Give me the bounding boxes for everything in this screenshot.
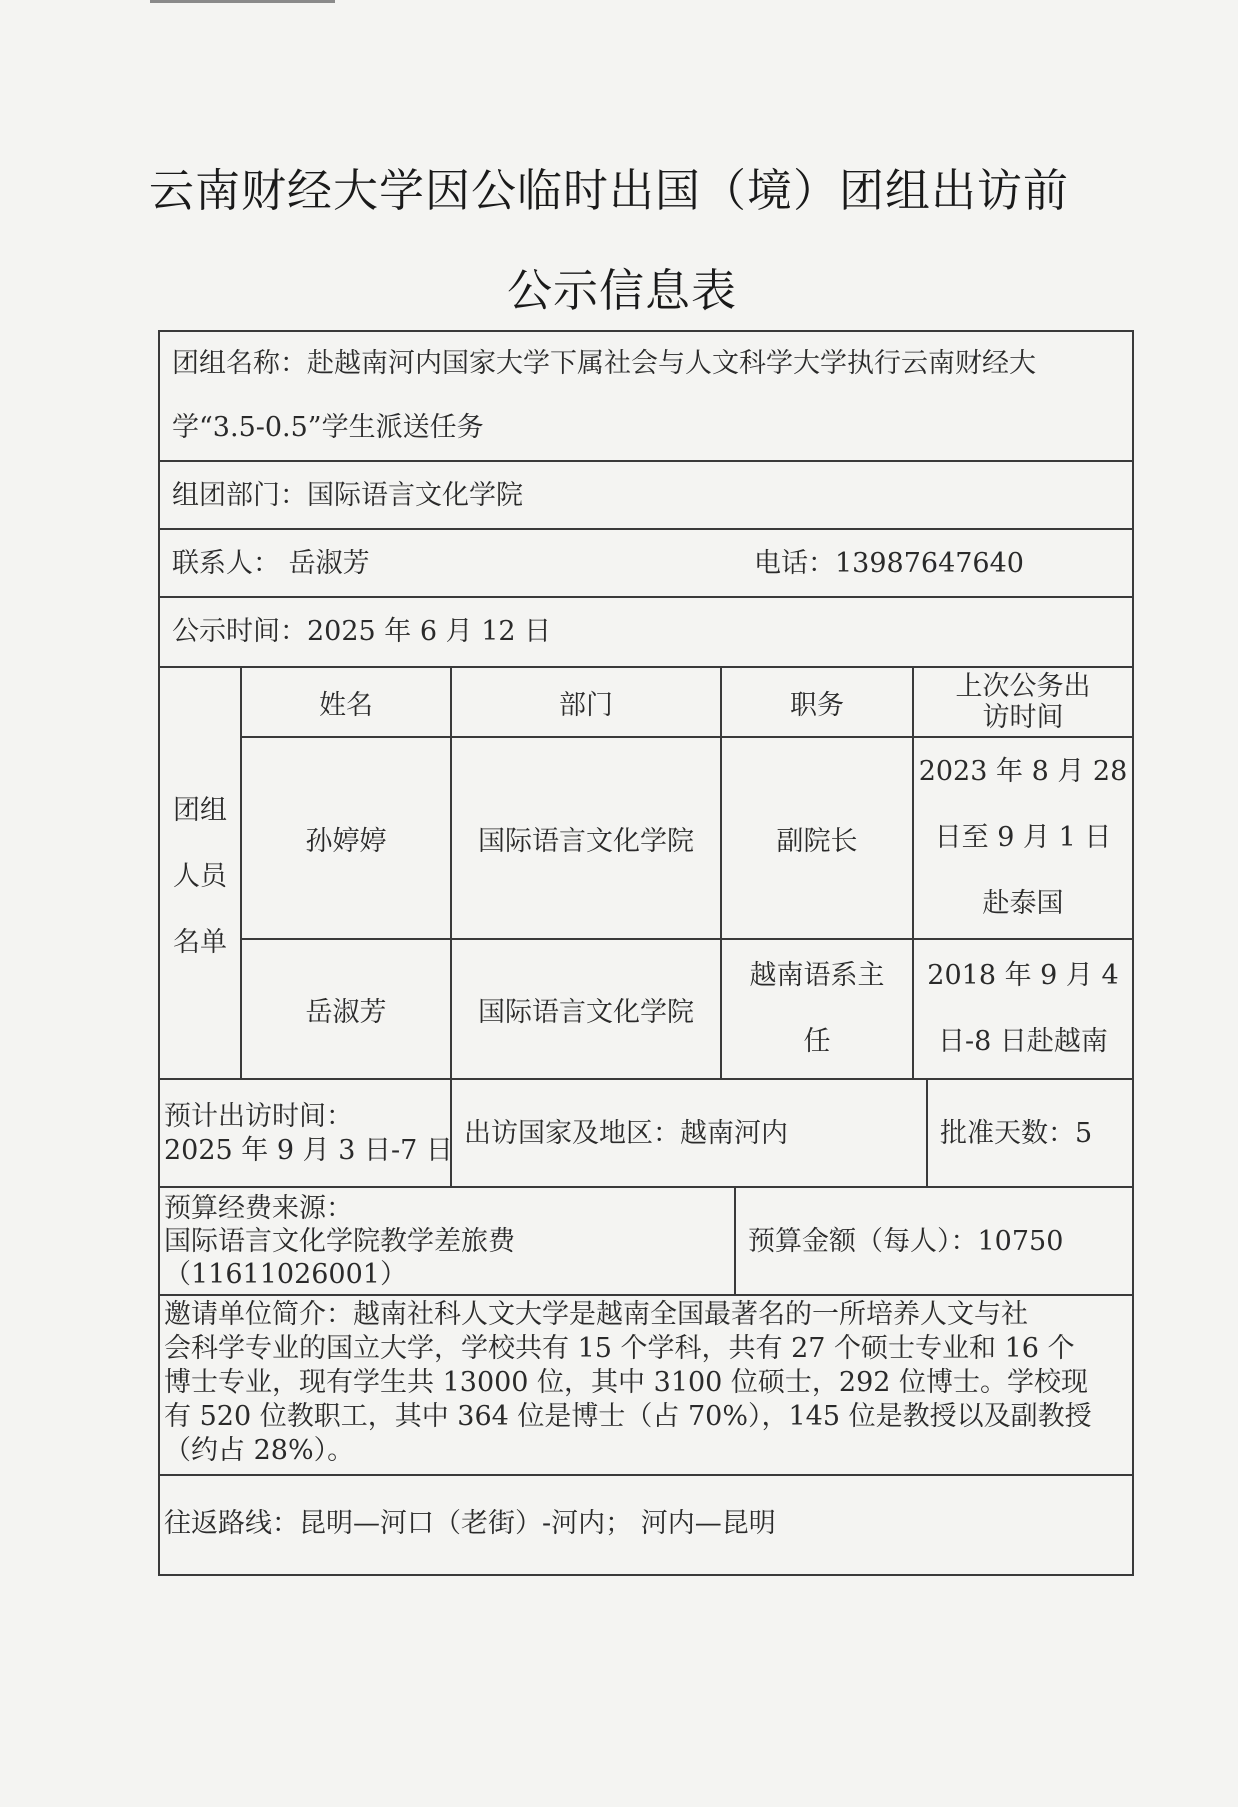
budget-source-line: （11611026001） <box>164 1259 407 1290</box>
row-divider <box>158 528 1134 530</box>
member-name: 岳淑芳 <box>305 996 387 1028</box>
group-name-line2: 学“3.5-0.5”学生派送任务 <box>172 412 484 443</box>
table-border-top <box>158 330 1134 332</box>
phone-field: 电话：13987647640 <box>754 548 1024 579</box>
row-divider <box>158 1078 1134 1080</box>
member-last-visit-line: 2018 年 9 月 4 <box>927 960 1119 991</box>
inviter-intro-line: 邀请单位简介：越南社科人文大学是越南全国最著名的一所培养人文与社 <box>164 1299 1028 1330</box>
members-label-line: 名单 <box>173 927 227 958</box>
budget-source <box>164 1192 515 1291</box>
budget-amount-field: 预算金额（每人）：10750 <box>748 1226 1064 1257</box>
member-last-visit-line: 赴泰国 <box>982 888 1064 919</box>
inviter-intro-line: 有 520 位教职工，其中 364 位是博士（占 70%），145 位是教授以及副教授 <box>164 1401 1092 1432</box>
header-dept: 部门 <box>559 689 613 721</box>
row-divider <box>158 1294 1134 1296</box>
member-position <box>722 940 912 1078</box>
member-last-visit-line: 2023 年 8 月 28 <box>918 756 1128 787</box>
row-divider <box>158 460 1134 462</box>
info-table <box>154 330 1134 1576</box>
member-position: 副院长 <box>776 825 858 857</box>
member-last-visit <box>914 940 1132 1078</box>
member-position-line: 任 <box>803 1026 831 1057</box>
header-last-visit-line: 访时间 <box>982 702 1064 733</box>
member-last-visit <box>914 738 1132 938</box>
publish-time-field: 公示时间：2025 年 6 月 12 日 <box>172 616 552 647</box>
header-last-visit-line: 上次公务出 <box>955 670 1091 702</box>
col-divider <box>926 1078 928 1186</box>
member-last-visit-line: 日至 9 月 1 日 <box>934 822 1112 853</box>
member-last-visit-line: 日-8 日赴越南 <box>938 1026 1108 1057</box>
header-name: 姓名 <box>319 689 373 721</box>
col-divider <box>734 1186 736 1294</box>
destination-field: 出访国家及地区：越南河内 <box>464 1118 788 1149</box>
row-divider <box>158 596 1134 598</box>
contact-field: 联系人： 岳淑芳 <box>172 548 370 579</box>
table-border-bottom <box>158 1574 1134 1576</box>
inviter-intro <box>164 1298 1092 1468</box>
group-name-line1: 团组名称：赴越南河内国家大学下属社会与人文科学大学执行云南财经大 <box>172 348 1036 379</box>
members-label <box>160 778 240 976</box>
header-last-visit <box>914 668 1132 736</box>
scan-mark <box>150 0 335 3</box>
member-position-line: 越南语系主 <box>749 960 885 991</box>
member-dept: 国际语言文化学院 <box>478 996 694 1028</box>
planned-time-line: 2025 年 9 月 3 日-7 日 <box>164 1135 453 1166</box>
row-divider <box>158 1474 1134 1476</box>
inviter-intro-line: （约占 28%）。 <box>164 1435 355 1466</box>
row-divider <box>158 1186 1134 1188</box>
approved-days-field: 批准天数：5 <box>940 1118 1093 1149</box>
document-subtitle: 公示信息表 <box>506 264 737 317</box>
members-label-line: 人员 <box>173 861 227 892</box>
member-name: 孙婷婷 <box>305 825 387 857</box>
department-field: 组团部门：国际语言文化学院 <box>172 480 523 511</box>
member-dept: 国际语言文化学院 <box>478 825 694 857</box>
planned-time-line: 预计出访时间： <box>164 1101 353 1132</box>
route-field: 往返路线：昆明—河口（老街）-河内； 河内—昆明 <box>164 1508 776 1539</box>
inviter-intro-line: 博士专业，现有学生共 13000 位，其中 3100 位硕士，292 位博士。学校现 <box>164 1367 1089 1398</box>
budget-source-line: 国际语言文化学院教学差旅费 <box>164 1226 515 1257</box>
header-position: 职务 <box>790 689 844 721</box>
table-border-right <box>1132 330 1134 1576</box>
planned-time <box>164 1100 453 1168</box>
inviter-intro-line: 会科学专业的国立大学，学校共有 15 个学科，共有 27 个硕士专业和 16 个 <box>164 1333 1075 1364</box>
document-title: 云南财经大学因公临时出国（境）团组出访前 <box>148 164 1069 217</box>
budget-source-line: 预算经费来源： <box>164 1193 353 1224</box>
members-label-line: 团组 <box>173 795 227 826</box>
